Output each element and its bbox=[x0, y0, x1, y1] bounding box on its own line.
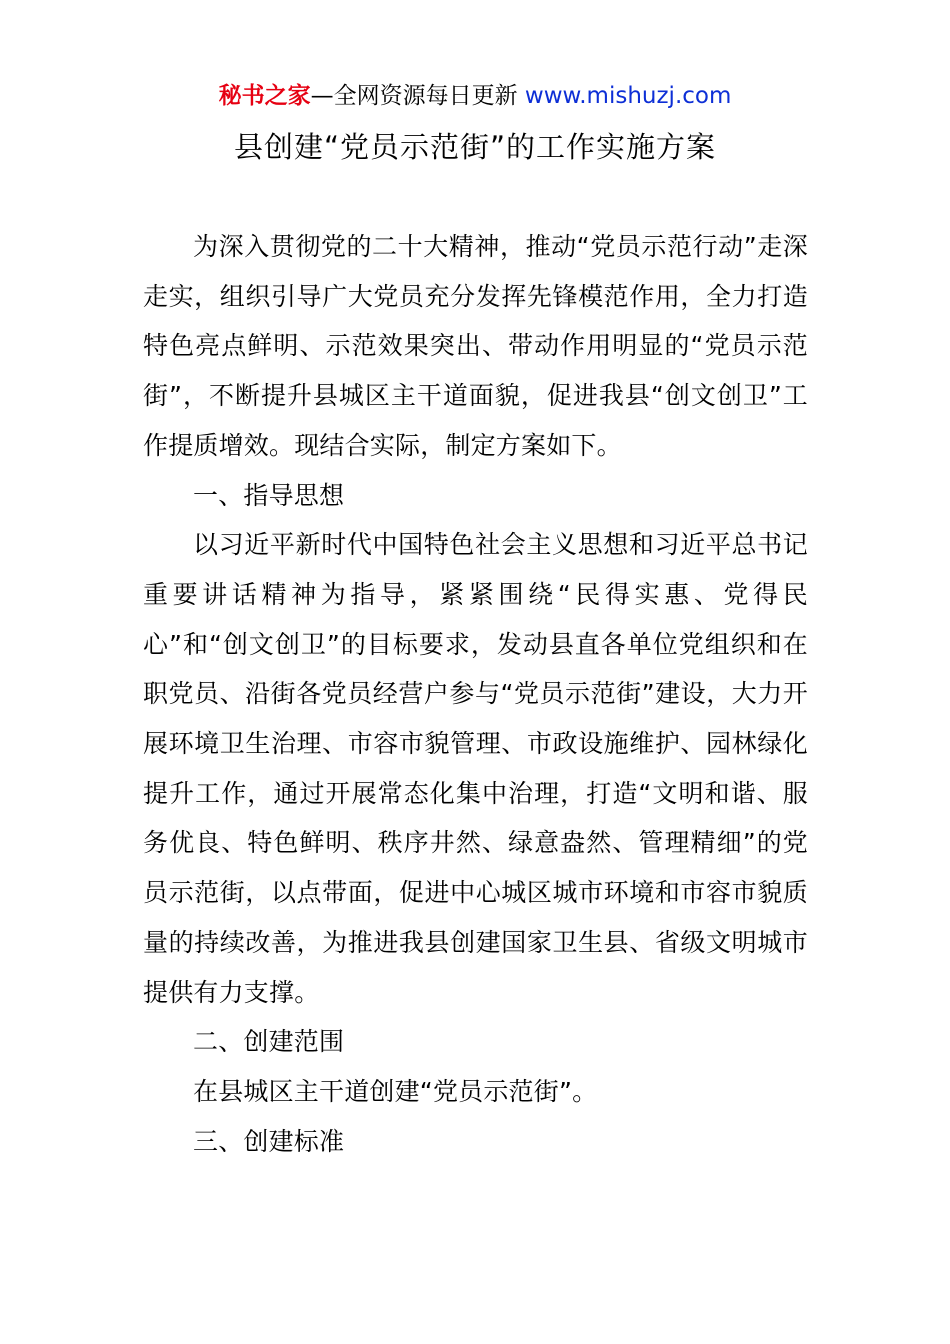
section-heading-guiding-ideology: 一、指导思想 bbox=[193, 480, 345, 510]
section-heading-scope: 二、创建范围 bbox=[193, 1027, 345, 1057]
site-header bbox=[0, 80, 950, 112]
guiding-ideology-paragraph: 以习近平新时代中国特色社会主义思想和习近平总书记重要讲话精神为指导，紧紧围绕“民得实惠、党得民心”和“创文创卫”的目标要求，发动县直各单位党组织和在职党员、沿街各党员经营户参与“党员示范街”建设，大力开展环境卫生治理、市容市貌管理、市政设施维护、园林绿化提升工作，通过开展常态化集中治理，打造“文明和谐、服务优良、特色鲜明、秩序井然、绿意盎然、管理精细”的党员示范街，以点带面，促进中心城区城市环境和市容市貌质量的持续改善，为推进我县创建国家卫生县、省级文明城市提供有力支撑。 bbox=[143, 530, 808, 1007]
intro-paragraph: 为深入贯彻党的二十大精神，推动“党员示范行动”走深走实，组织引导广大党员充分发挥先锋模范作用，全力打造特色亮点鲜明、示范效果突出、带动作用明显的“党员示范街”，不断提升县城区主干道面貌，促进我县“创文创卫”工作提质增效。现结合实际，制定方案如下。 bbox=[143, 232, 808, 460]
section-heading-standards: 三、创建标准 bbox=[193, 1126, 345, 1156]
header-tagline: —全网资源每日更新 bbox=[310, 83, 518, 109]
document-title: 县创建“党员示范街”的工作实施方案 bbox=[233, 130, 717, 164]
scope-paragraph: 在县城区主干道创建“党员示范街”。 bbox=[193, 1076, 598, 1106]
site-url-link[interactable]: www.mishuzj.com bbox=[524, 83, 732, 109]
document-body bbox=[143, 222, 808, 1166]
brand-name: 秘书之家 bbox=[218, 83, 311, 109]
